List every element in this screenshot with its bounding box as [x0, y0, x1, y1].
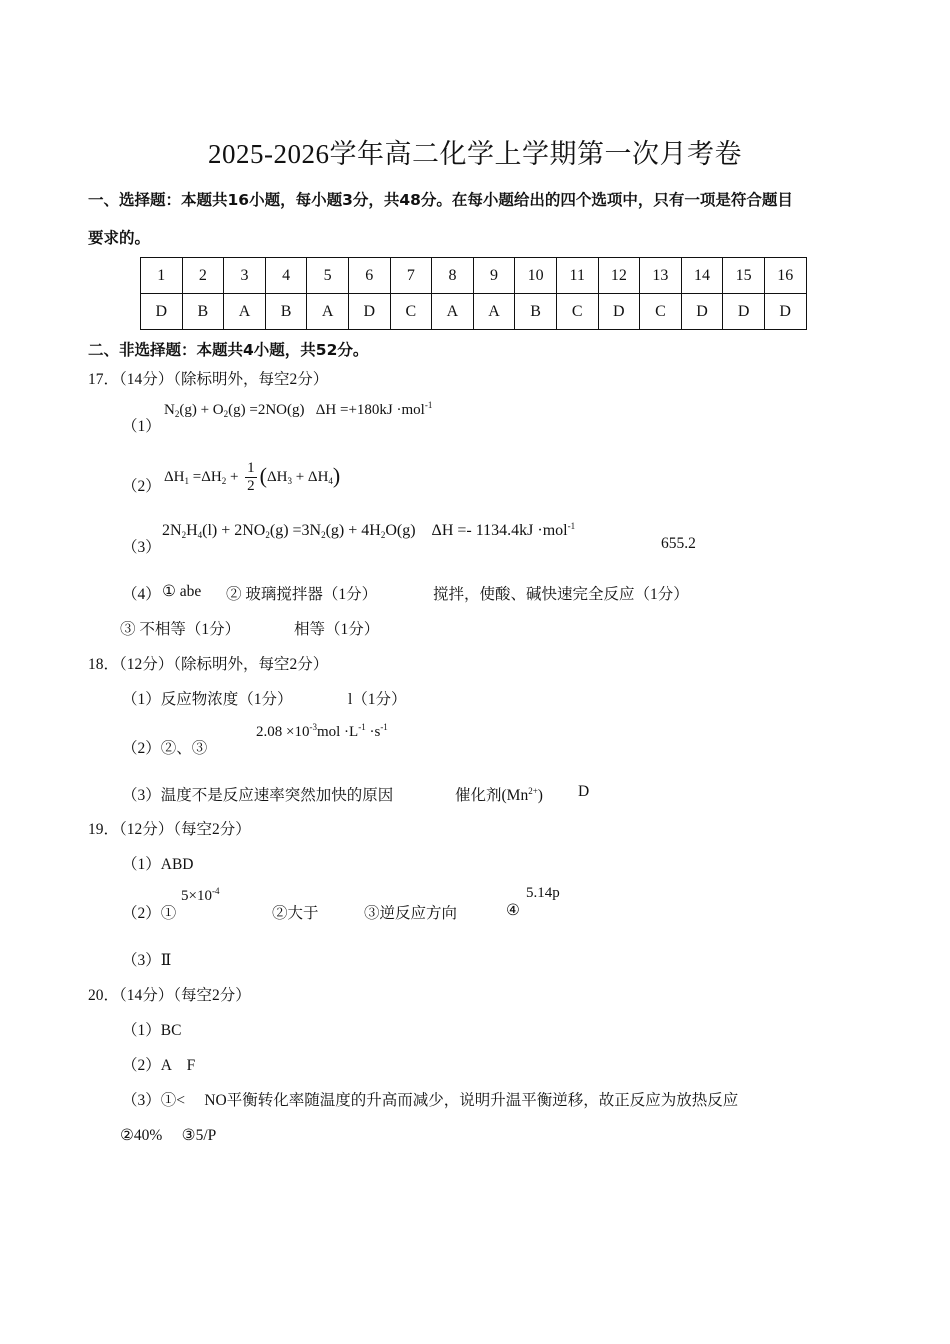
q18-part3: （3）温度不是反应速率突然加快的原因 — [122, 787, 394, 804]
q18-part2-value: $2.08 \times 10^{-3}mol \cdot L^{-1} \cdot s^{-1}$ — [256, 722, 388, 740]
question-number-cell: 4 — [265, 258, 307, 294]
answer-table-answer-row — [141, 294, 807, 330]
q17-part2-label: （2） — [122, 478, 161, 495]
q17-part3-value: 655.2 — [661, 535, 696, 552]
q19-part2-label: （2）① — [122, 905, 177, 922]
question-number-cell: 9 — [473, 258, 515, 294]
question-number-cell: 12 — [598, 258, 640, 294]
q18-part3-answer: D — [578, 783, 590, 800]
q17-part1-equation: $N_2(g) + O_2(g) =2NO(g)$ ΔH =+180kJ ·mol$^{-1}$ — [164, 400, 433, 419]
question-number-cell: 6 — [348, 258, 390, 294]
q17-part4-a: ① abe — [162, 583, 202, 600]
q18-part2: （2）②、③ — [122, 740, 208, 757]
q20-part1: （1）BC — [122, 1022, 182, 1039]
q19-part2-c: ③逆反应方向 — [364, 905, 458, 922]
q17-header: 17．（14分）（除标明外，每空2分） — [88, 371, 329, 388]
question-number-cell: 1 — [141, 258, 183, 294]
question-number-cell: 2 — [182, 258, 224, 294]
answer-cell: A — [473, 294, 515, 330]
q19-header: 19．（12分）（每空2分） — [88, 821, 251, 838]
q19-part2-d-value: 5.14p — [526, 885, 560, 901]
answer-cell: C — [640, 294, 682, 330]
q18-part1-b: l（1分） — [348, 691, 407, 708]
answer-cell: C — [390, 294, 432, 330]
answer-cell: A — [432, 294, 474, 330]
answer-cell: A — [307, 294, 349, 330]
answer-cell: D — [764, 294, 806, 330]
q17-part1-label: （1） — [122, 418, 161, 435]
q17-part4-label: （4） — [122, 586, 161, 603]
answer-cell: D — [681, 294, 723, 330]
answer-cell: D — [141, 294, 183, 330]
q19-part2-value: $5\times 10^{-4}$ — [181, 886, 220, 904]
q17-part2-equation: $\Delta H_1 =\Delta H_2$ + $\frac{1}{2}$ $(\Delta H_3 + \Delta H_4)$ — [164, 460, 341, 494]
question-number-cell: 3 — [224, 258, 266, 294]
section2-header: 二、非选择题：本题共4小题，共52分。 — [88, 341, 369, 359]
q20-part3-b: ②40% ③5/P — [120, 1127, 217, 1144]
answer-cell: A — [224, 294, 266, 330]
q20-part3: （3）①< NO平衡转化率随温度的升高而减少，说明升温平衡逆移，故正反应为放热反应 — [122, 1092, 739, 1109]
question-number-cell: 11 — [556, 258, 598, 294]
q17-part4-b: ② 玻璃搅拌器（1分） — [226, 586, 378, 603]
answer-table — [140, 257, 807, 330]
answer-cell: B — [265, 294, 307, 330]
question-number-cell: 8 — [432, 258, 474, 294]
q17-part4-e: 相等（1分） — [294, 621, 380, 638]
section1-line1: 一、选择题：本题共16小题，每小题3分，共48分。在每小题给出的四个选项中，只有一项是符合题目 — [88, 191, 793, 209]
q19-part3: （3）Ⅱ — [122, 952, 172, 969]
answer-cell: D — [723, 294, 765, 330]
question-number-cell: 15 — [723, 258, 765, 294]
q17-part3-label: （3） — [122, 539, 161, 556]
question-number-cell: 10 — [515, 258, 557, 294]
question-number-cell: 16 — [764, 258, 806, 294]
q17-part4-d: ③ 不相等（1分） — [120, 621, 241, 638]
section1-line2: 要求的。 — [88, 229, 151, 247]
page-title: 2025-2026学年高二化学上学期第一次月考卷 — [208, 139, 742, 169]
q19-part1: （1）ABD — [122, 856, 194, 873]
q18-header: 18．（12分）（除标明外，每空2分） — [88, 656, 329, 673]
question-number-cell: 13 — [640, 258, 682, 294]
q20-part2: （2）A F — [122, 1057, 196, 1074]
answer-cell: D — [348, 294, 390, 330]
answer-cell: B — [182, 294, 224, 330]
q19-part2-d: ④ — [506, 902, 520, 919]
answer-cell: B — [515, 294, 557, 330]
q18-part1: （1）反应物浓度（1分） — [122, 691, 293, 708]
q19-part2-b: ②大于 — [272, 905, 319, 922]
question-number-cell: 7 — [390, 258, 432, 294]
answer-cell: C — [556, 294, 598, 330]
answer-table-number-row — [141, 258, 807, 294]
q17-part4-c: 搅拌，使酸、碱快速完全反应（1分） — [433, 586, 689, 603]
q20-header: 20．（14分）（每空2分） — [88, 987, 251, 1004]
q17-part3-equation: $2N_2H_4(l) + 2NO_2(g) =3N_2(g) + 4H_2O(g)$ ΔH =- 1134.4kJ ·mol$^{-1}$ — [162, 521, 576, 540]
answer-cell: D — [598, 294, 640, 330]
q18-part3-catalyst: 催化剂$(Mn^{2+})$ — [455, 786, 543, 804]
question-number-cell: 14 — [681, 258, 723, 294]
question-number-cell: 5 — [307, 258, 349, 294]
